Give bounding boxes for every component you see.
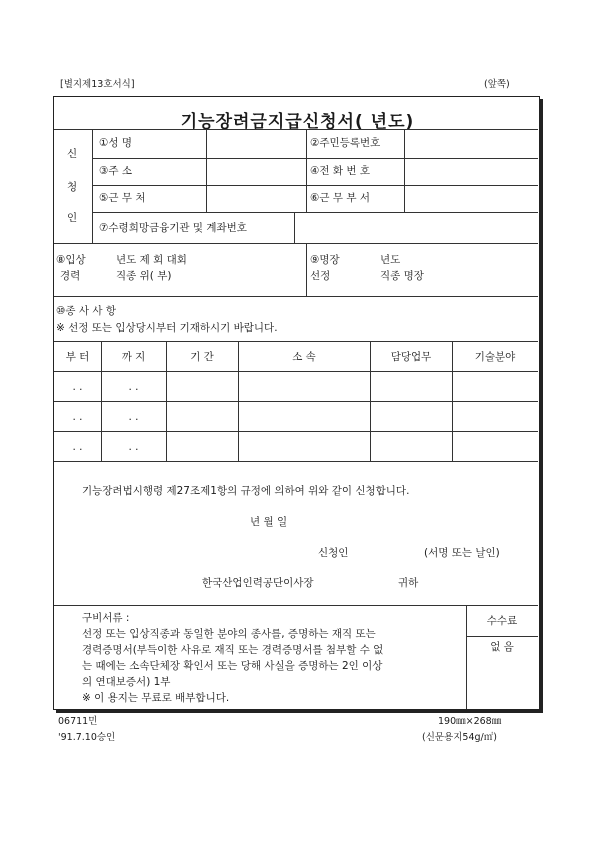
row1-to-date: . . (128, 381, 139, 393)
master-label-1: ⑨명장 (310, 254, 340, 266)
line-applicant-c2 (306, 129, 307, 212)
work-experience-note: ※ 선정 또는 입상당시부터 기재하시기 바랍니다. (56, 322, 278, 334)
documents-line-1: 선정 또는 입상직종과 동일한 분야의 종사를, 증명하는 재직 또는 (82, 628, 376, 640)
column-affiliation: 소 속 (292, 351, 316, 363)
declaration-statement: 기능장려법시행령 제27조제1항의 규정에 의하여 위와 같이 신청합니다. (82, 485, 410, 497)
page-side-label: (앞쪽) (484, 79, 510, 90)
line-applicant-c1 (206, 129, 207, 212)
phone-label: ④전 화 번 호 (310, 165, 370, 177)
row2-from-date: . . (72, 411, 83, 423)
column-skill-field: 기술분야 (474, 351, 516, 363)
applicant-label-1: 신 (67, 148, 78, 160)
column-to: 까 지 (121, 351, 146, 363)
documents-line-3: 는 때에는 소속단체장 확인서 또는 당해 사실을 증명하는 2인 이상 (82, 660, 383, 672)
address-label: ③주 소 (99, 165, 133, 177)
paper-size: 190㎜×268㎜ (438, 716, 502, 727)
fee-value: 없 음 (490, 641, 514, 653)
line-applicant-bottom (54, 243, 538, 244)
signature-note: (서명 또는 날인) (424, 547, 500, 559)
award-label-1: ⑧입상 (56, 254, 86, 266)
form-title: 기능장려금지급신청서( 년도) (180, 112, 415, 132)
applicant-label-3: 인 (67, 212, 78, 224)
fee-label: 수수료 (486, 615, 518, 627)
row1-from-date: . . (72, 381, 83, 393)
line-row3 (92, 212, 538, 213)
documents-line-4: 의 연대보증서) 1부 (82, 676, 171, 688)
resident-number-label: ②주민등록번호 (310, 137, 381, 149)
addressee: 한국산업인력공단이사장 (202, 577, 314, 589)
line-career-divider (306, 243, 307, 296)
line-title-bottom (54, 129, 538, 130)
free-distribution-note: ※ 이 용지는 무료로 배부합니다. (82, 692, 230, 704)
award-label-2: 경력 (60, 270, 81, 282)
application-form (53, 96, 540, 710)
column-from: 부 터 (65, 351, 90, 363)
paper-type: (신문용지54g/㎡) (422, 732, 497, 743)
line-work-row2 (54, 431, 538, 432)
row3-from-date: . . (72, 441, 83, 453)
line-work-row3 (54, 461, 538, 462)
workplace-label: ⑤근 무 처 (99, 192, 146, 204)
approval-date: '91.7.10승인 (58, 732, 116, 743)
form-shadow-right (540, 99, 543, 712)
department-label: ⑥근 무 부 서 (310, 192, 370, 204)
award-line-2: 직종 위( 부) (116, 270, 172, 282)
addressee-suffix: 귀하 (398, 577, 419, 589)
line-account-divider (294, 212, 295, 243)
line-row1 (92, 158, 538, 159)
declaration-date: 년 월 일 (250, 516, 288, 528)
row3-to-date: . . (128, 441, 139, 453)
master-line-1: 년도 (380, 254, 401, 266)
line-fee-divider (466, 636, 538, 637)
line-column-header-bottom (54, 371, 538, 372)
line-applicant-label-divider (92, 129, 93, 243)
work-experience-label: ⑩종 사 사 항 (56, 305, 116, 317)
column-period: 기 간 (190, 351, 214, 363)
line-applicant-c3 (404, 129, 405, 212)
award-line-1: 년도 제 회 대회 (116, 254, 187, 266)
form-code: 06711민 (58, 716, 98, 727)
applicant-label-2: 청 (67, 181, 78, 193)
master-line-2: 직종 명장 (380, 270, 424, 282)
applicant-signature-label: 신청인 (318, 547, 349, 559)
form-shadow-bottom (56, 710, 543, 713)
line-career-bottom (54, 296, 538, 297)
bank-account-label: ⑦수령희망금융기관 및 계좌번호 (99, 222, 247, 234)
line-work-heading-bottom (54, 341, 538, 342)
form-number: [별지제13호서식] (60, 79, 135, 90)
column-duty: 담당업무 (390, 351, 432, 363)
name-label: ①성 명 (99, 137, 133, 149)
line-row2 (92, 185, 538, 186)
line-work-row1 (54, 401, 538, 402)
documents-line-2: 경력증명서(부득이한 사유로 재직 또는 경력증명서를 첨부할 수 없 (82, 644, 384, 656)
row2-to-date: . . (128, 411, 139, 423)
master-label-2: 선정 (310, 270, 331, 282)
documents-heading: 구비서류 : (82, 612, 130, 624)
